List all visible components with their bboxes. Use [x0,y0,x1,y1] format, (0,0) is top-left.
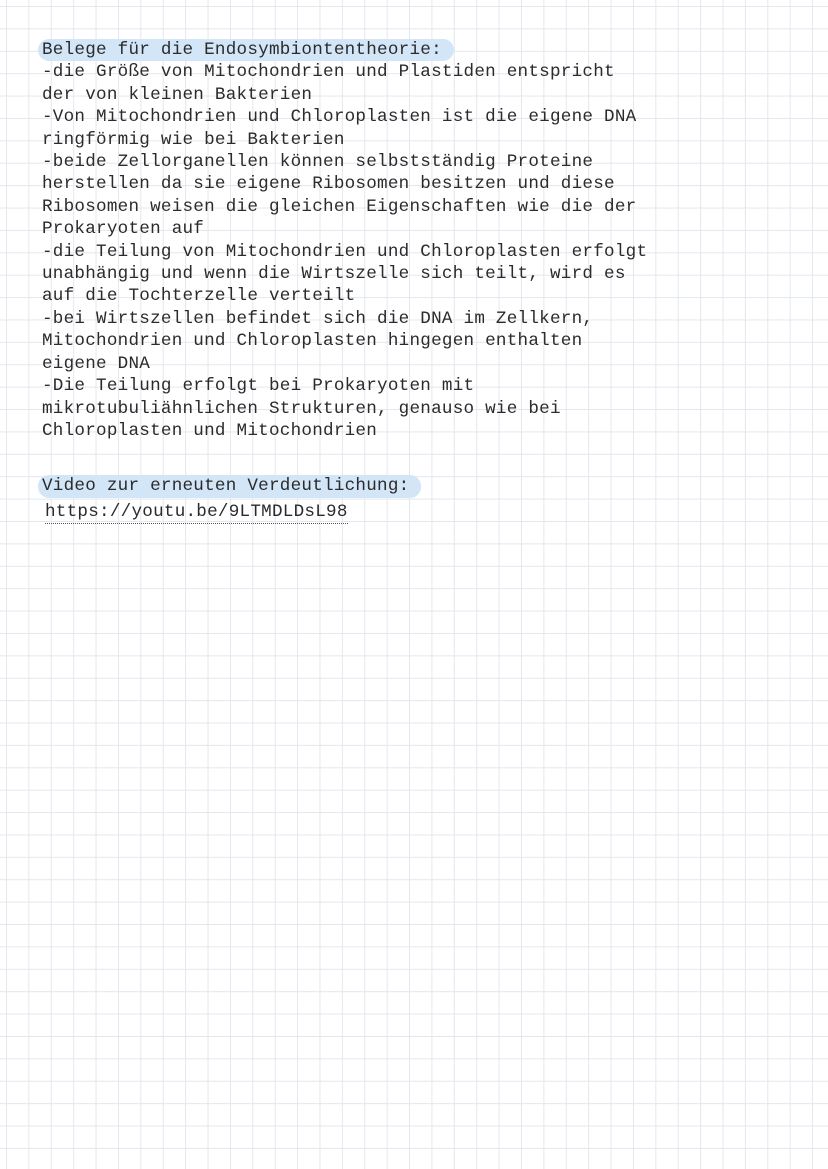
text-line: -die Teilung von Mitochondrien und Chloroplasten erfolgt [42,241,648,262]
text-line: auf die Tochterzelle verteilt [42,286,356,307]
text-line: ringförmig wie bei Bakterien [42,129,345,150]
text-line: -Von Mitochondrien und Chloroplasten ist die eigene DNA [42,107,637,128]
text-line: Ribosomen weisen die gleichen Eigenschaften wie die der [42,196,637,217]
text-line: unabhängig und wenn die Wirtszelle sich teilt, wird es [42,264,626,285]
text-line: -Die Teilung erfolgt bei Prokaryoten mit [42,376,475,397]
text-line: Mitochondrien und Chloroplasten hingegen enthalten [42,331,583,352]
text-line: eigene DNA [42,353,151,374]
text-line: -die Größe von Mitochondrien und Plastiden entspricht [42,62,615,83]
text-line: der von kleinen Bakterien [42,84,313,105]
text-line: -bei Wirtszellen befindet sich die DNA im Zellkern, [42,308,594,329]
text-line: -beide Zellorganellen können selbstständig Proteine [42,152,594,173]
text-line: herstellen da sie eigene Ribosomen besitzen und diese [42,174,615,195]
section-heading-evidence: Belege für die Endosymbiontentheorie: [38,39,454,61]
video-link[interactable]: https://youtu.be/9LTMDLDsL98 [45,501,348,524]
evidence-text [42,61,802,442]
section-heading-video: Video zur erneuten Verdeutlichung: [38,475,421,497]
note-page [42,39,802,524]
text-line: Chloroplasten und Mitochondrien [42,420,378,441]
text-line: Prokaryoten auf [42,219,205,240]
section-spacer [42,442,802,475]
text-line: mikrotubuliähnlichen Strukturen, genauso wie bei [42,398,561,419]
